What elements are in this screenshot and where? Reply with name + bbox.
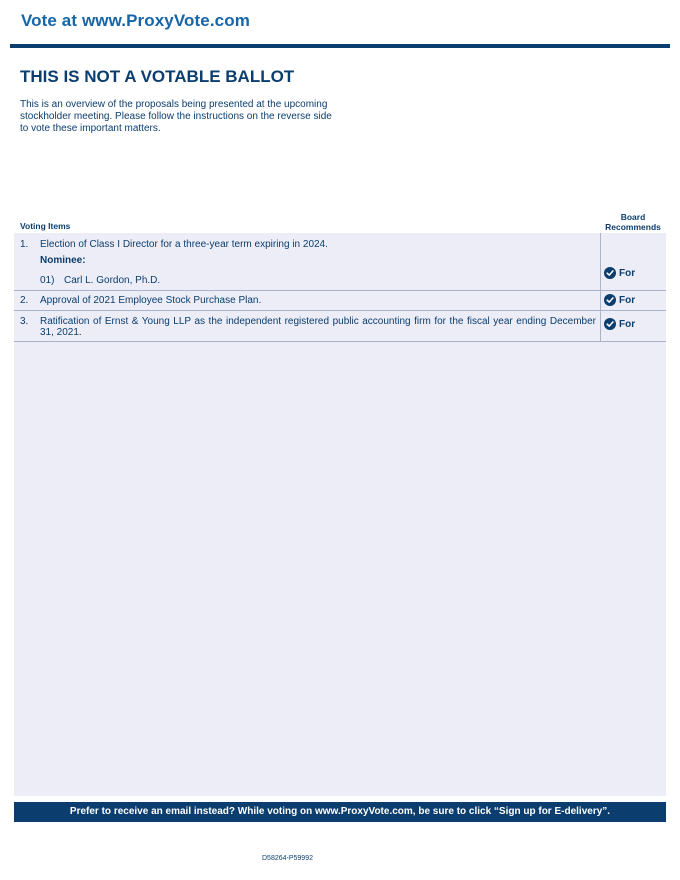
check-circle-icon	[604, 267, 616, 279]
edelivery-banner: Prefer to receive an email instead? While voting on www.ProxyVote.com, be sure to click “Sign up for E-delivery”.	[14, 802, 666, 822]
column-divider	[600, 233, 601, 341]
nominee-number: 01)	[40, 275, 55, 286]
nominee	[40, 275, 160, 286]
recommendation-label: For	[619, 318, 636, 330]
item-number: 1.	[20, 239, 29, 250]
recommendation	[604, 267, 635, 279]
header-divider	[10, 44, 670, 48]
intro-text: This is an overview of the proposals being presented at the upcoming stockholder meeting. Please follow the instructions on the reverse side to vote these important matters.	[20, 99, 332, 134]
check-circle-icon	[604, 318, 616, 330]
header-title[interactable]: Vote at www.ProxyVote.com	[21, 11, 250, 30]
check-circle-icon	[604, 294, 616, 306]
document-code: D58264-P59992	[262, 855, 313, 862]
voting-items-header: Voting Items	[20, 221, 71, 231]
recommendation-label: For	[619, 294, 636, 306]
board-recommends-header: Board Recommends	[605, 212, 661, 232]
item-text: Election of Class I Director for a three-year term expiring in 2024.	[40, 239, 328, 250]
nominee-label: Nominee:	[40, 255, 86, 266]
row-divider	[14, 341, 666, 342]
row-divider	[14, 290, 666, 291]
item-number: 2.	[20, 295, 29, 306]
item-text: Approval of 2021 Employee Stock Purchase Plan.	[40, 295, 262, 306]
recommendation	[604, 294, 635, 306]
recommendation-label: For	[619, 267, 636, 279]
item-text: Ratification of Ernst & Young LLP as the independent registered public accounting firm for the fiscal year ending December 31, 2021.	[40, 316, 596, 338]
nominee-name: Carl L. Gordon, Ph.D.	[64, 275, 161, 286]
ballot-heading: THIS IS NOT A VOTABLE BALLOT	[20, 67, 295, 86]
recommendation	[604, 318, 635, 330]
item-number: 3.	[20, 316, 29, 327]
row-divider	[14, 310, 666, 311]
